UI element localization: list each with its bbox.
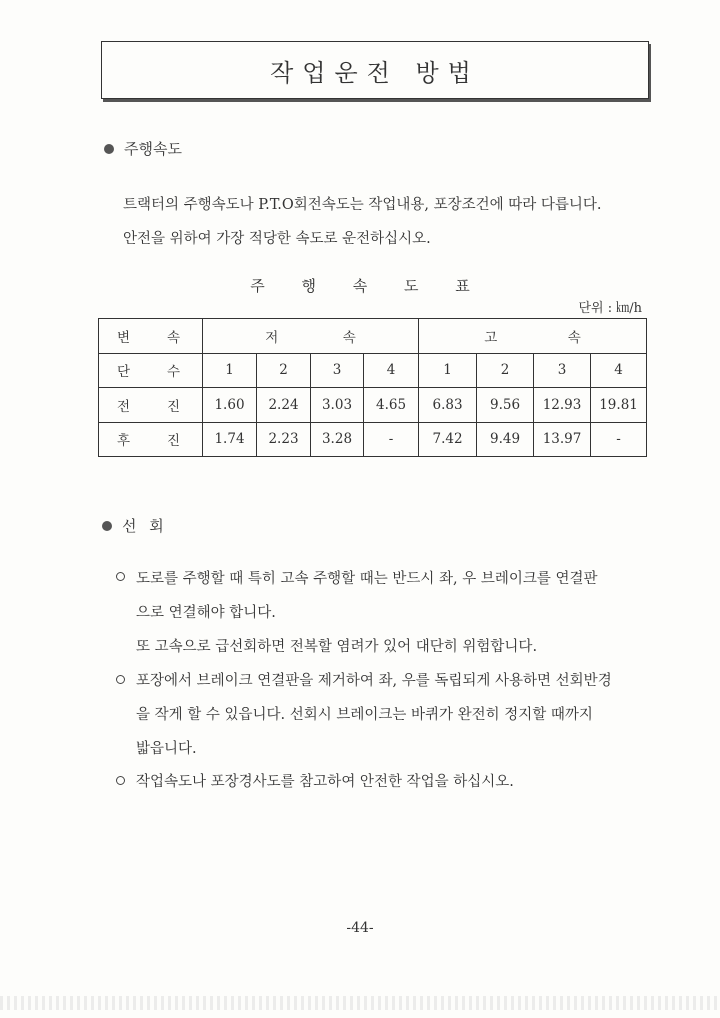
high-speed-group — [419, 319, 647, 354]
section-driving-speed — [104, 138, 182, 159]
group-char: 저 — [265, 329, 279, 346]
list-item-line: 또 고속으로 급선회하면 전복할 염려가 있어 대단히 위험합니다. — [136, 639, 538, 655]
circle-bullet-icon — [116, 572, 125, 581]
speed-cell: 19.81 — [591, 388, 647, 423]
circle-bullet-icon — [116, 776, 125, 785]
speed-cell: - — [591, 422, 647, 457]
label-char: 전 — [117, 398, 131, 415]
page-number: -44- — [346, 920, 374, 936]
gear-cell: 2 — [477, 353, 534, 388]
label-char: 단 — [117, 364, 131, 381]
table-unit: 단위 : ㎞/h — [578, 301, 642, 316]
gear-cell: 3 — [534, 353, 591, 388]
label-char: 변 — [117, 329, 131, 346]
gear-cell: 4 — [364, 353, 419, 388]
paragraph-line: 안전을 위하여 가장 적당한 속도로 운전하십시오. — [123, 231, 431, 247]
gear-cell: 1 — [203, 353, 257, 388]
label-char: 진 — [166, 433, 180, 450]
list-item-line: 으로 연결해야 합니다. — [136, 605, 276, 621]
paragraph-line: 트랙터의 주행속도나 P.T.O회전속도는 작업내용, 포장조건에 따라 다릅니다. — [123, 197, 602, 213]
list-item-line: 포장에서 브레이크 연결판을 제거하여 좌, 우를 독립되게 사용하면 선회반경 — [136, 673, 612, 689]
group-char: 속 — [342, 329, 356, 346]
speed-cell: 3.03 — [311, 388, 364, 423]
list-item-line: 작업속도나 포장경사도를 참고하여 안전한 작업을 하십시오. — [136, 774, 514, 790]
speed-cell: 1.60 — [203, 388, 257, 423]
label-char: 속 — [166, 329, 180, 346]
speed-cell: 7.42 — [419, 422, 477, 457]
gear-cell: 3 — [311, 353, 364, 388]
list-item-line: 도로를 주행할 때 특히 고속 주행할 때는 반드시 좌, 우 브레이크를 연결판 — [136, 571, 598, 587]
section-heading: 선 회 — [122, 517, 168, 535]
row-label — [99, 319, 203, 354]
table-row — [99, 388, 647, 423]
table-row — [99, 319, 647, 354]
speed-cell: - — [364, 422, 419, 457]
speed-cell: 13.97 — [534, 422, 591, 457]
gear-cell: 4 — [591, 353, 647, 388]
label-char: 후 — [117, 433, 131, 450]
row-label — [99, 353, 203, 388]
page-title: 작업운전 방법 — [101, 41, 649, 99]
speed-cell: 3.28 — [311, 422, 364, 457]
section-heading: 주행속도 — [124, 140, 182, 158]
row-label — [99, 388, 203, 423]
group-char: 속 — [567, 329, 581, 346]
row-label — [99, 422, 203, 457]
bullet-icon — [102, 521, 112, 531]
circle-bullet-icon — [116, 675, 125, 684]
scan-artifact — [0, 996, 720, 1010]
speed-cell: 1.74 — [203, 422, 257, 457]
table-row — [99, 422, 647, 457]
list-item-line: 밟읍니다. — [136, 741, 197, 757]
speed-table — [98, 318, 647, 457]
gear-cell: 1 — [419, 353, 477, 388]
speed-cell: 9.49 — [477, 422, 534, 457]
list-item-line: 을 작게 할 수 있읍니다. 선회시 브레이크는 바퀴가 완전히 정지할 때까지 — [136, 707, 593, 723]
label-char: 수 — [166, 364, 180, 381]
speed-cell: 6.83 — [419, 388, 477, 423]
speed-cell: 2.23 — [257, 422, 311, 457]
table-row — [99, 353, 647, 388]
speed-cell: 9.56 — [477, 388, 534, 423]
speed-cell: 2.24 — [257, 388, 311, 423]
low-speed-group — [203, 319, 419, 354]
section-turning — [102, 515, 168, 536]
bullet-icon — [104, 144, 114, 154]
gear-cell: 2 — [257, 353, 311, 388]
speed-cell: 4.65 — [364, 388, 419, 423]
table-title: 주 행 속 도 표 — [250, 277, 486, 295]
speed-cell: 12.93 — [534, 388, 591, 423]
group-char: 고 — [484, 329, 498, 346]
label-char: 진 — [166, 398, 180, 415]
